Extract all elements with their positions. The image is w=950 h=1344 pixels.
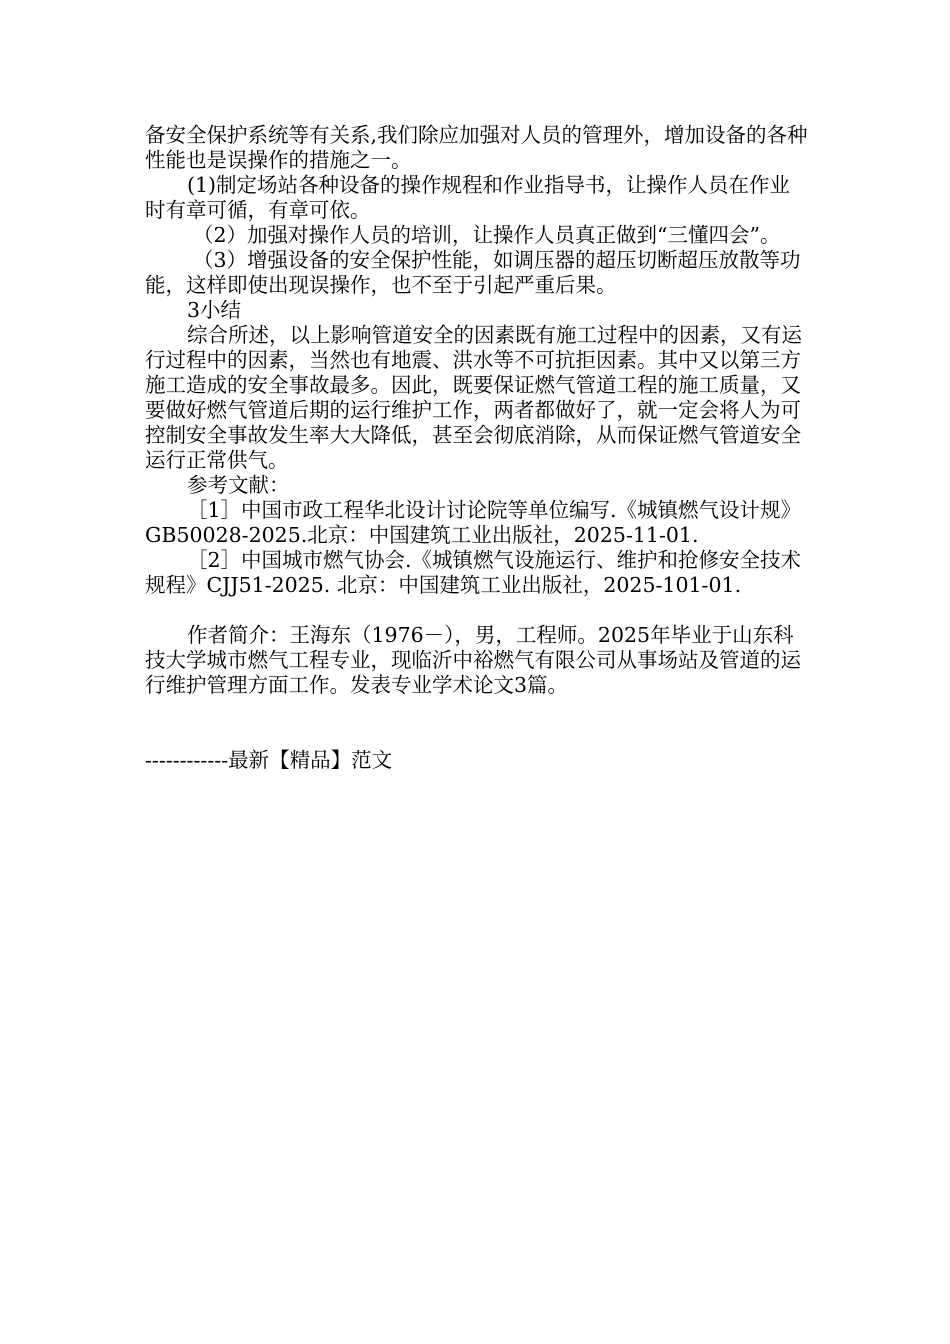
paragraph-summary: 综合所述，以上影响管道安全的因素既有施工过程中的因素，又有运行过程中的因素，当然也有地震、洪水等不可抗拒因素。其中又以第三方施工造成的安全事故最多。因此，既要保证燃气管道工程的施工质量，又要做好燃气管道后期的运行维护工作，两者都做好了，就一定会将人为可控制安全事故发生率大大降低，甚至会彻底消除，从而保证燃气管道安全运行正常供气。 xyxy=(145,323,802,472)
references-heading: 参考文献： xyxy=(187,473,290,497)
author-bio: 作者简介：王海东（1976－），男，工程师。2025年毕业于山东科技大学城市燃气工程专业，现临沂中裕燃气有限公司从事场站及管道的运行维护管理方面工作。发表专业学术论文3篇。 xyxy=(145,623,801,697)
spacer xyxy=(145,598,810,623)
paragraph-item-1: (1)制定场站各种设备的操作规程和作业指导书，让操作人员在作业时有章可循，有章可依。 xyxy=(145,173,791,222)
reference-item-2: ［2］中国城市燃气协会.《城镇燃气设施运行、维护和抢修安全技术规程》CJJ51-2025. 北京：中国建筑工业出版社，2025-101-01. xyxy=(145,548,802,597)
spacer xyxy=(145,698,810,748)
paragraph-continuation: 备安全保护系统等有关系,我们除应加强对人员的管理外，增加设备的各种性能也是误操作的措施之一。 xyxy=(145,123,808,172)
paragraph-item-2: （2）加强对操作人员的培训，让操作人员真正做到“三懂四会”。 xyxy=(193,223,781,247)
document-body xyxy=(145,123,810,773)
reference-item-1: ［1］中国市政工程华北设计讨论院等单位编写.《城镇燃气设计规》GB50028-2025.北京：中国建筑工业出版社，2025-11-01. xyxy=(145,498,802,547)
footer-banner: ------------最新【精品】范文 xyxy=(145,748,393,772)
paragraph-item-3: （3）增强设备的安全保护性能，如调压器的超压切断超压放散等功能，这样即使出现误操作，也不至于引起严重后果。 xyxy=(145,248,801,297)
section-heading-summary: 3小结 xyxy=(187,298,242,322)
